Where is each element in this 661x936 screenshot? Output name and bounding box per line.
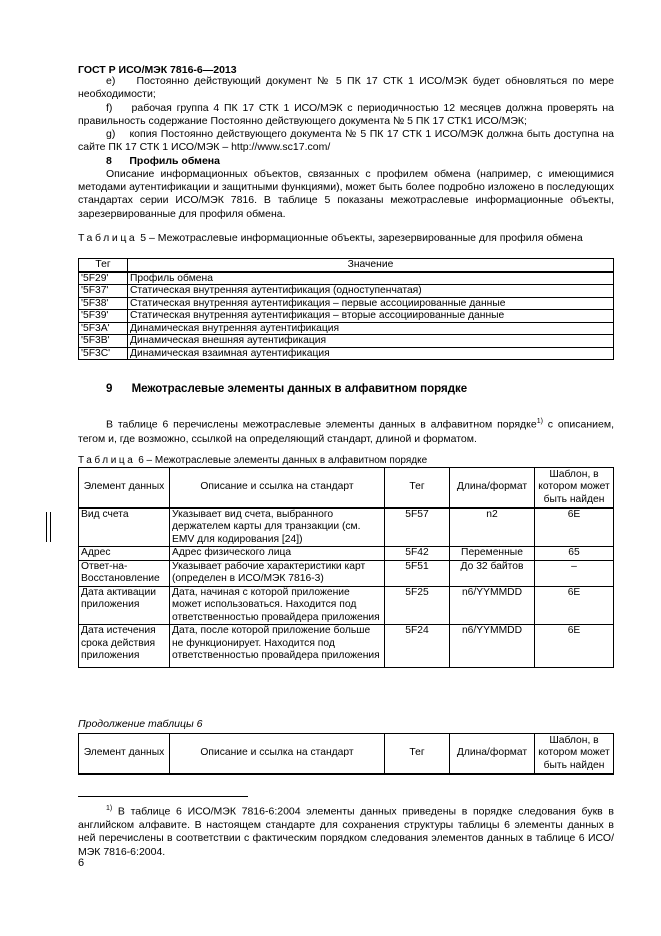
cell-template: –: [535, 560, 614, 586]
table-row: [79, 560, 614, 586]
cell-element: Вид счета: [79, 508, 170, 547]
section-title: Межотраслевые элементы данных в алфавитном порядке: [131, 383, 468, 395]
list-item-text: Постоянно действующий документ № 5 ПК 17 СТК 1 ИСО/МЭК будет обновляться по мере необходимости;: [78, 75, 614, 101]
table-5-caption: [78, 232, 614, 245]
table-row: [79, 322, 614, 335]
cell-description: Указывает рабочие характеристики карт (определен в ИСО/МЭК 7816-3): [170, 560, 385, 586]
cell-tag: 5F25: [385, 586, 450, 625]
cell-value: Динамическая внешняя аутентификация: [128, 335, 614, 348]
footnote-reference: 1): [536, 418, 543, 425]
footnote-separator: [78, 796, 248, 797]
table-row: [79, 547, 614, 561]
list-item-letter: e): [106, 75, 116, 87]
list-item-text: рабочая группа 4 ПК 17 СТК 1 ИСО/МЭК с периодичностью 12 месяцев должна проверять на правильность содержание Постоянно действующего документа № 5 ПК 17 СТК1 ИСО/МЭК;: [78, 102, 614, 128]
list-item-letter: f): [106, 102, 113, 114]
header-length: Длина/формат: [450, 468, 535, 508]
cell-value: Статическая внутренняя аутентификация – вторые ассоциированные данные: [128, 310, 614, 323]
cell-tag: '5F3C': [79, 347, 128, 360]
caption-text: 6 – Межотраслевые элементы данных в алфавитном порядке: [135, 455, 428, 466]
header-description: Описание и ссылка на стандарт: [170, 468, 385, 508]
table-row: [79, 625, 614, 668]
header-value: Значение: [128, 259, 614, 272]
cell-length: n6/YYMMDD: [450, 625, 535, 668]
cell-description: Дата, начиная с которой приложение может использоваться. Находится под ответственностью провайдера приложения: [170, 586, 385, 625]
table-header-row: [79, 259, 614, 272]
table-row: [79, 297, 614, 310]
header-element: Элемент данных: [79, 734, 170, 774]
section-8-heading: [78, 155, 614, 168]
section-9-heading: [78, 383, 614, 396]
list-item-letter: g): [106, 128, 116, 140]
list-item-e: [78, 75, 614, 101]
paragraph-text: В таблице 6 перечислены межотраслевые элементы данных в алфавитном порядке: [106, 418, 537, 431]
cell-tag: '5F37': [79, 285, 128, 298]
cell-value: Статическая внутренняя аутентификация (одноступенчатая): [128, 285, 614, 298]
table-row: [79, 285, 614, 298]
cell-description: Указывает вид счета, выбранного держателем карты для транзакции (см. EMV для кодирования [24]): [170, 508, 385, 547]
cell-length: n2: [450, 508, 535, 547]
revision-bar: [46, 512, 47, 542]
paragraph-text: с описанием, тегом и, где возможно, ссылкой на определяющий стандарт, длиной и форматом.: [78, 418, 614, 445]
cell-tag: '5F38': [79, 297, 128, 310]
caption-word: Таблица: [78, 455, 136, 466]
table-6: [78, 467, 614, 668]
header-element: Элемент данных: [79, 468, 170, 508]
table-row: [79, 335, 614, 348]
page-number: 6: [78, 857, 85, 869]
cell-tag: '5F3B': [79, 335, 128, 348]
cell-description: Дата, после которой приложение больше не функционирует. Находится под ответственностью провайдера приложения: [170, 625, 385, 668]
cell-element: Дата активации приложения: [79, 586, 170, 625]
section-number: 9: [106, 383, 113, 395]
cell-value: Статическая внутренняя аутентификация – первые ассоциированные данные: [128, 297, 614, 310]
cell-length: Переменные: [450, 547, 535, 561]
cell-value: Динамическая взаимная аутентификация: [128, 347, 614, 360]
table-row: [79, 347, 614, 360]
header-length: Длина/формат: [450, 734, 535, 774]
table-5: [78, 258, 614, 360]
cell-value: Профиль обмена: [128, 272, 614, 285]
table-6-caption: [78, 455, 427, 466]
cell-template: 6E: [535, 586, 614, 625]
header-tag: Тег: [385, 734, 450, 774]
table-6-continuation: [78, 733, 614, 775]
cell-tag: '5F29': [79, 272, 128, 285]
header-template: Шаблон, в котором может быть найден: [535, 468, 614, 508]
table-row: [79, 586, 614, 625]
cell-element: Адрес: [79, 547, 170, 561]
list-item-g: [78, 128, 614, 154]
table-row: [79, 508, 614, 547]
table-row: [79, 310, 614, 323]
table-row: [79, 272, 614, 285]
cell-description: Адрес физического лица: [170, 547, 385, 561]
revision-bar: [50, 512, 51, 542]
header-description: Описание и ссылка на стандарт: [170, 734, 385, 774]
cell-value: Динамическая внутренняя аутентификация: [128, 322, 614, 335]
cell-length: n6/YYMMDD: [450, 586, 535, 625]
cell-element: Дата истечения срока действия приложения: [79, 625, 170, 668]
cell-tag: 5F51: [385, 560, 450, 586]
cell-tag: 5F24: [385, 625, 450, 668]
header-template: Шаблон, в котором может быть найден: [535, 734, 614, 774]
section-number: 8: [106, 155, 112, 167]
cell-tag: 5F57: [385, 508, 450, 547]
document-header: ГОСТ Р ИСО/МЭК 7816-6—2013: [78, 64, 237, 76]
footnote-text: В таблице 6 ИСО/МЭК 7816-6:2004 элементы данных приведены в порядке следования букв в английском алфавите. В настоящем стандарте для сохранения структуры таблицы 6 элементы данных в ней перечислены в соответствии с фактическим порядком следования элементов данных в таблице 6 ИСО/МЭК 7816-6:2004.: [78, 805, 614, 858]
section-title: Профиль обмена: [129, 155, 220, 167]
list-item-text: копия Постоянно действующего документа № 5 ПК 17 СТК 1 ИСО/МЭК должна быть доступна на сайте ПК 17 СТК 1 ИСО/МЭК – http://www.sc17.com/: [78, 128, 614, 154]
section-8-paragraph: Описание информационных объектов, связанных с профилем обмена (например, с имеющимися методами аутентификации и защитными функциями), может быть более подробно изложено в последующих стандартах серии ИСО/МЭК 7816. В таблице 5 показаны межотраслевые информационные объекты, зарезервированные для профиля обмена.: [78, 168, 614, 220]
caption-text: 5 – Межотраслевые информационные объекты, зарезервированные для профиля обмена: [137, 232, 583, 244]
table-header-row: [79, 468, 614, 508]
footnote: [78, 802, 614, 859]
cell-template: 6E: [535, 625, 614, 668]
cell-length: До 32 байтов: [450, 560, 535, 586]
cell-template: 65: [535, 547, 614, 561]
cell-tag: '5F39': [79, 310, 128, 323]
cell-tag: 5F42: [385, 547, 450, 561]
caption-word: Таблица: [78, 232, 138, 244]
cell-template: 6E: [535, 508, 614, 547]
header-tag: Тег: [79, 259, 128, 272]
header-tag: Тег: [385, 468, 450, 508]
cell-element: Ответ-на-Восстановление: [79, 560, 170, 586]
list-item-f: [78, 102, 614, 128]
table-header-row: [79, 734, 614, 774]
cell-tag: '5F3A': [79, 322, 128, 335]
continuation-label: Продолжение таблицы 6: [78, 718, 203, 730]
footnote-marker: 1): [106, 805, 113, 812]
section-9-paragraph: [78, 415, 614, 446]
